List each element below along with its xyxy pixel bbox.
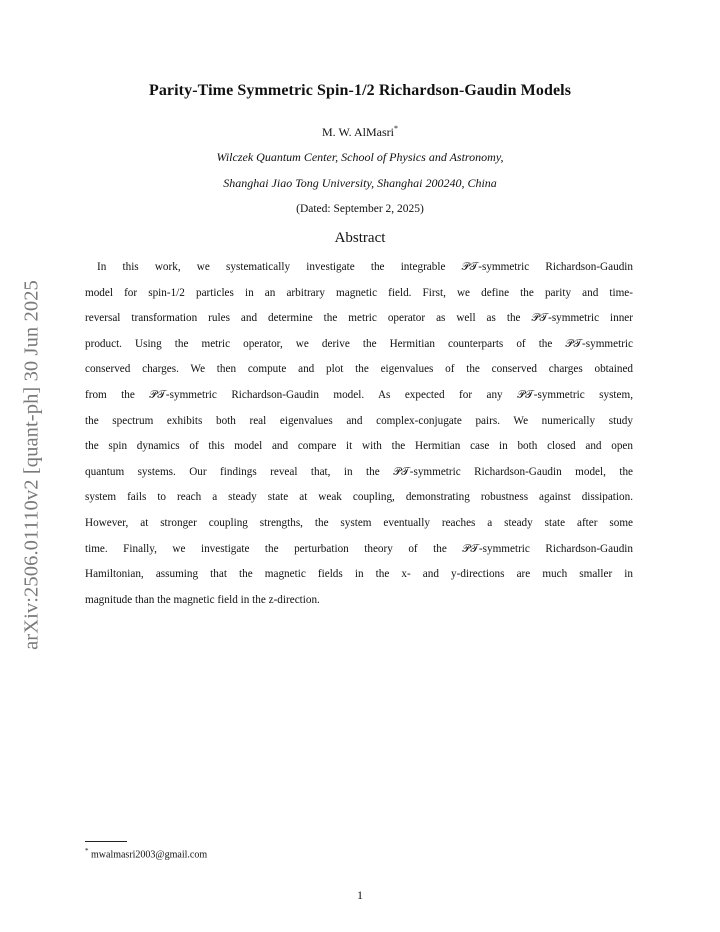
author-line [0,124,720,140]
author-footnote-mark: * [394,124,398,133]
abstract-line: time. Finally, we investigate the perturbation theory of the 𝒫𝒯-symmetric Richardson-Gaudin [85,542,633,555]
arxiv-identifier-stamp: arXiv:2506.01110v2 [quant-ph] 30 Jun 2025 [20,280,43,650]
dated-line: (Dated: September 2, 2025) [296,203,424,215]
footnote-email: mwalmasri2003@gmail.com [91,849,208,861]
abstract-line: Hamiltonian, assuming that the magnetic fields in the x- and y-directions are much smaller in [85,568,633,581]
abstract-line: magnitude than the magnetic field in the z-direction. [85,593,320,606]
abstract-line: system fails to reach a steady state at weak coupling, demonstrating robustness against dissipation. [85,491,633,504]
page-number: 1 [357,888,363,902]
abstract-line: model for spin-1/2 particles in an arbitrary magnetic field. First, we define the parity and time- [85,286,633,299]
footnote-mark: * [85,847,89,855]
affiliation-line-1: Wilczek Quantum Center, School of Physics and Astronomy, [216,150,504,164]
abstract-line: product. Using the metric operator, we derive the Hermitian counterparts of the 𝒫𝒯-symmetric [85,337,633,350]
abstract-line: reversal transformation rules and determine the metric operator as well as the 𝒫𝒯-symmetric inner [85,312,633,325]
footnote-divider [85,841,127,842]
abstract-line: In this work, we systematically investigate the integrable 𝒫𝒯-symmetric Richardson-Gaudin [97,261,633,273]
abstract-line: quantum systems. Our findings reveal that, in the 𝒫𝒯-symmetric Richardson-Gaudin model, the [85,465,633,478]
abstract-body [85,255,633,613]
abstract-line: from the 𝒫𝒯-symmetric Richardson-Gaudin model. As expected for any 𝒫𝒯-symmetric system, [85,388,633,401]
footnote [85,847,207,860]
author-name: M. W. AlMasri [321,125,394,139]
affiliation-line-2: Shanghai Jiao Tong University, Shanghai 200240, China [223,176,497,190]
paper-title: Parity-Time Symmetric Spin-1/2 Richardson-Gaudin Models [148,82,572,99]
abstract-line: the spin dynamics of this model and compare it with the Hermitian case in both closed and open [85,440,633,453]
abstract-line: the spectrum exhibits both real eigenvalues and complex-conjugate pairs. We numerically study [85,414,633,427]
abstract-line: However, at stronger coupling strengths, the system eventually reaches a steady state after some [85,516,633,529]
abstract-heading: Abstract [334,230,386,246]
abstract-line: conserved charges. We then compute and plot the eigenvalues of the conserved charges obtained [85,363,633,376]
